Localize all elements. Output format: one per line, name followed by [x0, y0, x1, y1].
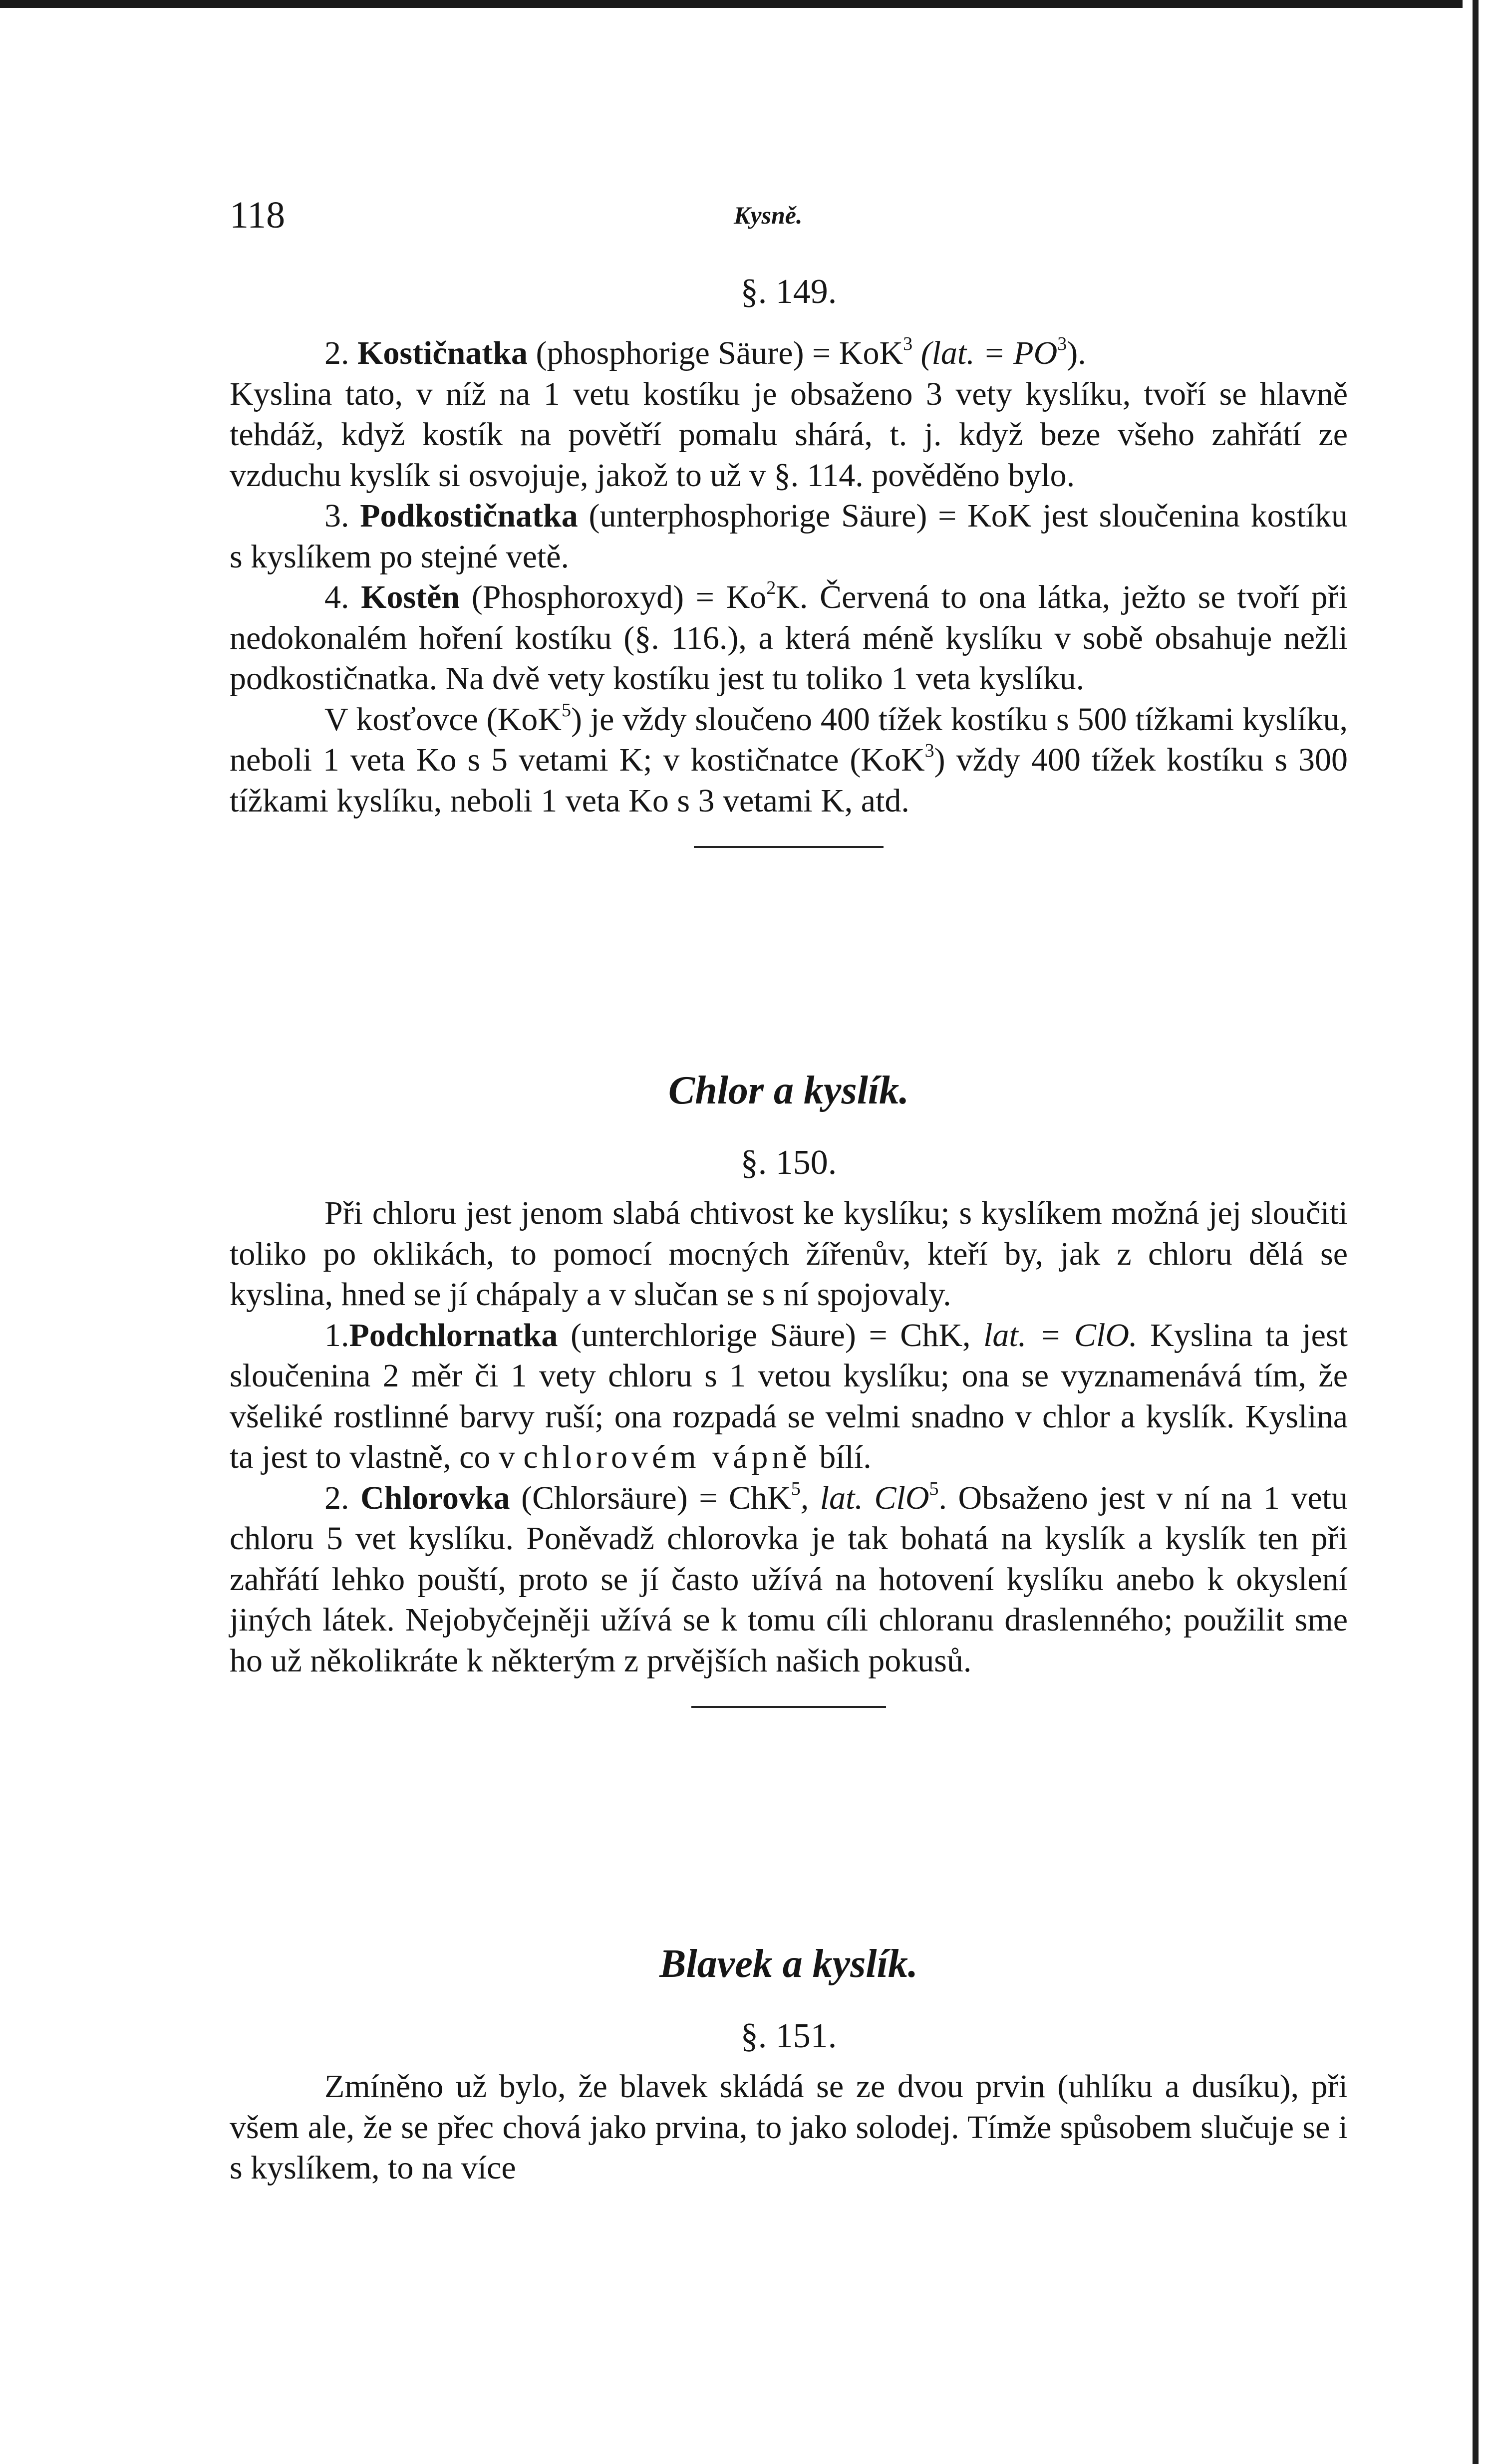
superscript: 5 — [561, 699, 571, 721]
page-edge-line — [1473, 0, 1479, 2464]
term-kosticnatka: Kostičnatka — [357, 335, 528, 371]
superscript: 3 — [924, 740, 934, 761]
section-blavek — [230, 1941, 1348, 2189]
formula-text: (phosphorige Säure) = KoK — [528, 335, 903, 371]
section-divider — [691, 1706, 886, 1708]
heading-blavek: Blavek a kyslík. — [659, 1942, 918, 1986]
formula-end: ). — [1067, 335, 1086, 371]
formula-text: (unterchlorige Säure) = ChK, — [558, 1317, 984, 1354]
section-149 — [230, 272, 1348, 848]
superscript: 3 — [903, 333, 913, 354]
formula-text: (Chlorsäure) = ChK — [510, 1479, 791, 1516]
superscript: 5 — [791, 1478, 801, 1499]
paragraph-text: ) je vždy sloučeno 400 tížek kostíku s 500 tížkami kyslíku, neboli 1 veta Ko s 5 vetami K; v kostičnatce (KoK — [230, 701, 1348, 778]
paragraph-kosticnatka — [230, 333, 1348, 374]
section-divider — [694, 846, 884, 848]
latin-formula: lat. = ClO. — [983, 1317, 1138, 1354]
term-kosten: Kostěn — [361, 579, 460, 615]
section-chlor — [230, 1068, 1348, 1708]
item-number: 1. — [324, 1317, 349, 1354]
book-page — [230, 0, 1348, 2464]
paragraph-text: . Obsaženo jest v ní na 1 vetu chloru 5 vet kyslíku. Poněvadž chlorovka je tak bohatá na kyslík a kyslík ten při zahřátí lehko pouští, proto se jí často užívá na hotovení kyslíku anebo k okyslení jiných látek. Nejobyčejněji užívá se k tomu cíli chloranu draslenného; použilit sme ho už několikráte k některým z prvějších našich pokusů. — [230, 1479, 1348, 1679]
superscript: 2 — [766, 577, 776, 598]
paragraph-pri-chloru: Při chloru jest jenom slabá chtivost ke kyslíku; s kyslíkem možná jej sloučiti toliko po oklikách, to pomocí mocných žířenův, kteří by, jak z chloru dělá se kyslina, hned se jí chápaly a v slučan se s ní spojovaly. — [230, 1195, 1348, 1313]
scan-border-right — [1463, 0, 1490, 2464]
term-podkosticnatka: Podkostičnatka — [360, 498, 578, 534]
latin-formula: , lat. ClO — [800, 1479, 929, 1516]
running-head — [230, 194, 1348, 239]
paragraph-text: ) vždy 400 tížek kostíku s 300 tížkami kyslíku, neboli 1 veta Ko s 3 vetami K, atd. — [230, 742, 1348, 819]
paragraph-kyslina-tato: Kyslina tato, v níž na 1 vetu kostíku je obsaženo 3 vety kyslíku, tvoří se hlavně tehdáž, když kostík na povětří pomalu shárá, t. j. když beze všeho zahřátí ze vzduchu kyslík si osvojuje, jakož to už v §. 114. pověděno bylo. — [230, 375, 1348, 494]
paragraph-text: V kosťovce (KoK — [324, 701, 562, 738]
paragraph-text: (unterphosphorige Säure) = KoK jest sloučenina kostíku s kyslíkem po stejné vetě. — [230, 498, 1348, 575]
paragraph-podchlornatka — [230, 1315, 1348, 1478]
paragraph-text: (Phosphoroxyd) = Ko — [460, 579, 767, 615]
section-mark-150: §. 150. — [740, 1143, 837, 1182]
paragraph-text: Kyslina ta jest sloučenina 2 měr či 1 vety chloru s 1 vetou kyslíku; ona se vyznamenává tím, že všeliké rostlinné barvy ruší; ona rozpadá se velmi snadno v chlor a kyslík. Kyslina ta jest to vlastně, co v — [230, 1317, 1348, 1475]
item-number: 3. — [324, 498, 349, 534]
section-mark-151: §. 151. — [740, 2017, 837, 2055]
term-chlorovka: Chlorovka — [360, 1479, 510, 1516]
heading-chlor: Chlor a kyslík. — [668, 1069, 909, 1112]
spaced-term: chlorovém vápně — [523, 1439, 811, 1475]
paragraph-chlorovka — [230, 1478, 1348, 1681]
section-mark-149: §. 149. — [740, 273, 837, 311]
latin-formula: (lat. = PO — [912, 335, 1058, 371]
term-podchlornatka: Podchlornatka — [349, 1317, 558, 1354]
item-number: 2. — [324, 335, 349, 371]
paragraph-zmineno: Zmíněno už bylo, že blavek skládá se ze dvou prvin (uhlíku a dusíku), při všem ale, že se přec chová jako prvina, to jako solodej. Tímže spůsobem slučuje se i s kyslíkem, to na více — [230, 2068, 1348, 2186]
paragraph-podkosticnatka — [230, 496, 1348, 577]
paragraph-text: bílí. — [811, 1439, 872, 1475]
item-number: 2. — [324, 1479, 349, 1516]
superscript: 5 — [929, 1478, 939, 1499]
page-number: 118 — [230, 194, 286, 236]
paragraph-text: K. Červená to ona látka, ježto se tvoří při nedokonalém hoření kostíku (§. 116.), a která méně kyslíku v sobě obsahuje nežli podkostičnatka. Na dvě vety kostíku jest tu toliko 1 veta kyslíku. — [230, 579, 1348, 697]
paragraph-kostovce — [230, 699, 1348, 821]
superscript: 3 — [1057, 333, 1067, 354]
running-title: Kysně. — [734, 201, 803, 229]
item-number: 4. — [324, 579, 349, 615]
paragraph-kosten — [230, 577, 1348, 699]
